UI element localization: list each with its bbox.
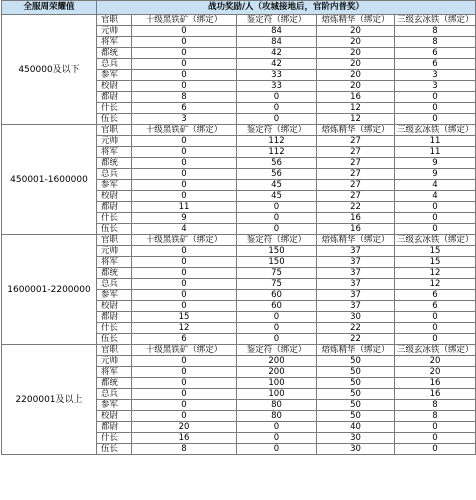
value-cell: 0 — [132, 147, 237, 158]
value-cell: 112 — [237, 147, 317, 158]
value-cell: 27 — [317, 191, 395, 202]
value-cell: 0 — [132, 37, 237, 48]
value-cell: 6 — [395, 301, 476, 312]
value-cell: 3 — [395, 81, 476, 92]
rank-cell: 校尉 — [97, 81, 132, 92]
group-label: 2200001及以上 — [2, 345, 97, 455]
value-cell: 27 — [317, 136, 395, 147]
value-cell: 0 — [132, 180, 237, 191]
value-cell: 0 — [132, 59, 237, 70]
value-cell: 0 — [132, 301, 237, 312]
value-cell: 3 — [132, 114, 237, 125]
value-cell: 0 — [237, 323, 317, 334]
value-cell: 0 — [132, 81, 237, 92]
value-cell: 11 — [395, 136, 476, 147]
value-cell: 50 — [317, 356, 395, 367]
value-cell: 11 — [132, 202, 237, 213]
rank-cell: 元帅 — [97, 136, 132, 147]
value-cell: 6 — [132, 103, 237, 114]
column-header: 十级黑铁矿（绑定） — [132, 345, 237, 356]
column-header: 熔炼精华（绑定） — [317, 125, 395, 136]
value-cell: 20 — [317, 48, 395, 59]
value-cell: 200 — [237, 356, 317, 367]
value-cell: 0 — [395, 114, 476, 125]
value-cell: 0 — [132, 356, 237, 367]
rank-cell: 参军 — [97, 70, 132, 81]
value-cell: 12 — [395, 279, 476, 290]
value-cell: 84 — [237, 26, 317, 37]
column-header: 十级黑铁矿（绑定） — [132, 235, 237, 246]
value-cell: 0 — [237, 114, 317, 125]
value-cell: 6 — [132, 334, 237, 345]
value-cell: 6 — [395, 290, 476, 301]
value-cell: 0 — [132, 279, 237, 290]
column-header: 鉴定符（绑定） — [237, 15, 317, 26]
value-cell: 112 — [237, 136, 317, 147]
value-cell: 0 — [132, 389, 237, 400]
value-cell: 42 — [237, 48, 317, 59]
value-cell: 60 — [237, 301, 317, 312]
value-cell: 100 — [237, 389, 317, 400]
value-cell: 37 — [317, 246, 395, 257]
value-cell: 6 — [395, 48, 476, 59]
value-cell: 50 — [317, 400, 395, 411]
rank-cell: 伍长 — [97, 334, 132, 345]
rank-cell: 参军 — [97, 400, 132, 411]
column-header-row — [2, 345, 476, 356]
value-cell: 56 — [237, 158, 317, 169]
rank-cell: 将军 — [97, 257, 132, 268]
value-cell: 8 — [395, 411, 476, 422]
rank-cell: 伍长 — [97, 444, 132, 455]
value-cell: 20 — [317, 81, 395, 92]
column-header: 鉴定符（绑定） — [237, 125, 317, 136]
value-cell: 20 — [395, 367, 476, 378]
rank-cell: 都统 — [97, 158, 132, 169]
value-cell: 45 — [237, 191, 317, 202]
value-cell: 12 — [132, 323, 237, 334]
value-cell: 30 — [317, 433, 395, 444]
column-header-rank: 官职 — [97, 235, 132, 246]
value-cell: 4 — [395, 191, 476, 202]
value-cell: 6 — [395, 59, 476, 70]
value-cell: 11 — [395, 147, 476, 158]
value-cell: 15 — [395, 246, 476, 257]
rank-cell: 什长 — [97, 323, 132, 334]
column-header: 十级黑铁矿（绑定） — [132, 125, 237, 136]
value-cell: 50 — [317, 367, 395, 378]
value-cell: 12 — [317, 103, 395, 114]
value-cell: 8 — [395, 400, 476, 411]
value-cell: 56 — [237, 169, 317, 180]
value-cell: 0 — [237, 312, 317, 323]
column-header: 三级玄冰铁（绑定） — [395, 125, 476, 136]
rank-cell: 伍长 — [97, 114, 132, 125]
rank-cell: 都尉 — [97, 92, 132, 103]
value-cell: 4 — [395, 180, 476, 191]
value-cell: 42 — [237, 59, 317, 70]
value-cell: 37 — [317, 279, 395, 290]
value-cell: 16 — [317, 224, 395, 235]
value-cell: 20 — [317, 37, 395, 48]
value-cell: 50 — [317, 378, 395, 389]
value-cell: 0 — [132, 48, 237, 59]
value-cell: 16 — [395, 389, 476, 400]
rank-cell: 将军 — [97, 367, 132, 378]
value-cell: 16 — [132, 433, 237, 444]
value-cell: 22 — [317, 323, 395, 334]
column-header: 熔炼精华（绑定） — [317, 15, 395, 26]
value-cell: 50 — [317, 411, 395, 422]
value-cell: 0 — [132, 246, 237, 257]
value-cell: 20 — [132, 422, 237, 433]
value-cell: 0 — [237, 422, 317, 433]
value-cell: 16 — [317, 213, 395, 224]
value-cell: 0 — [395, 213, 476, 224]
value-cell: 4 — [132, 224, 237, 235]
value-cell: 0 — [132, 158, 237, 169]
value-cell: 0 — [395, 312, 476, 323]
value-cell: 20 — [395, 356, 476, 367]
value-cell: 45 — [237, 180, 317, 191]
rank-cell: 元帅 — [97, 26, 132, 37]
column-header: 三级玄冰铁（绑定） — [395, 235, 476, 246]
rank-cell: 将军 — [97, 147, 132, 158]
value-cell: 200 — [237, 367, 317, 378]
value-cell: 0 — [132, 26, 237, 37]
rank-cell: 元帅 — [97, 246, 132, 257]
value-cell: 40 — [317, 422, 395, 433]
value-cell: 0 — [132, 70, 237, 81]
value-cell: 20 — [317, 70, 395, 81]
value-cell: 9 — [395, 158, 476, 169]
table-header-row — [2, 1, 476, 15]
value-cell: 0 — [237, 213, 317, 224]
value-cell: 0 — [132, 169, 237, 180]
column-header-row — [2, 15, 476, 26]
value-cell: 0 — [395, 103, 476, 114]
value-cell: 0 — [237, 224, 317, 235]
value-cell: 0 — [395, 224, 476, 235]
value-cell: 0 — [395, 92, 476, 103]
value-cell: 33 — [237, 81, 317, 92]
rank-cell: 都尉 — [97, 312, 132, 323]
rank-cell: 都尉 — [97, 202, 132, 213]
rank-cell: 总兵 — [97, 389, 132, 400]
rank-cell: 总兵 — [97, 169, 132, 180]
value-cell: 0 — [395, 444, 476, 455]
value-cell: 80 — [237, 400, 317, 411]
rank-cell: 都尉 — [97, 422, 132, 433]
value-cell: 9 — [132, 213, 237, 224]
value-cell: 0 — [132, 400, 237, 411]
value-cell: 27 — [317, 158, 395, 169]
value-cell: 0 — [237, 444, 317, 455]
value-cell: 3 — [395, 70, 476, 81]
value-cell: 0 — [132, 136, 237, 147]
rank-cell: 都统 — [97, 378, 132, 389]
column-header-rank: 官职 — [97, 15, 132, 26]
value-cell: 37 — [317, 257, 395, 268]
value-cell: 37 — [317, 290, 395, 301]
value-cell: 0 — [237, 433, 317, 444]
value-cell: 30 — [317, 312, 395, 323]
rank-cell: 伍长 — [97, 224, 132, 235]
rank-cell: 将军 — [97, 37, 132, 48]
rank-cell: 校尉 — [97, 191, 132, 202]
group-label: 450001-1600000 — [2, 125, 97, 235]
reward-table — [1, 0, 476, 455]
value-cell: 100 — [237, 378, 317, 389]
rank-cell: 总兵 — [97, 59, 132, 70]
value-cell: 8 — [132, 92, 237, 103]
value-cell: 37 — [317, 268, 395, 279]
column-header: 三级玄冰铁（绑定） — [395, 345, 476, 356]
group-label: 450000及以下 — [2, 15, 97, 125]
value-cell: 27 — [317, 180, 395, 191]
group-label: 1600001-2200000 — [2, 235, 97, 345]
value-cell: 12 — [317, 114, 395, 125]
value-cell: 33 — [237, 70, 317, 81]
column-header: 熔炼精华（绑定） — [317, 235, 395, 246]
value-cell: 0 — [395, 202, 476, 213]
value-cell: 80 — [237, 411, 317, 422]
rank-cell: 什长 — [97, 433, 132, 444]
rank-cell: 元帅 — [97, 356, 132, 367]
header-left: 全服周荣耀值 — [2, 1, 97, 15]
rank-cell: 校尉 — [97, 411, 132, 422]
value-cell: 50 — [317, 389, 395, 400]
value-cell: 0 — [237, 92, 317, 103]
value-cell: 0 — [237, 103, 317, 114]
value-cell: 0 — [395, 334, 476, 345]
column-header: 鉴定符（绑定） — [237, 235, 317, 246]
rank-cell: 总兵 — [97, 279, 132, 290]
value-cell: 60 — [237, 290, 317, 301]
value-cell: 0 — [132, 268, 237, 279]
value-cell: 8 — [395, 37, 476, 48]
rank-cell: 参军 — [97, 290, 132, 301]
value-cell: 30 — [317, 444, 395, 455]
column-header: 鉴定符（绑定） — [237, 345, 317, 356]
header-right: 战功奖励/人（攻城接地后，官阶内普奖） — [97, 1, 476, 15]
rank-cell: 都统 — [97, 48, 132, 59]
value-cell: 22 — [317, 202, 395, 213]
value-cell: 16 — [317, 92, 395, 103]
value-cell: 0 — [132, 411, 237, 422]
reward-table-body — [2, 1, 476, 455]
value-cell: 0 — [132, 257, 237, 268]
value-cell: 12 — [395, 268, 476, 279]
rank-cell: 都统 — [97, 268, 132, 279]
value-cell: 27 — [317, 169, 395, 180]
value-cell: 9 — [395, 169, 476, 180]
value-cell: 0 — [395, 422, 476, 433]
column-header-rank: 官职 — [97, 345, 132, 356]
rank-cell: 参军 — [97, 180, 132, 191]
rank-cell: 什长 — [97, 103, 132, 114]
column-header: 三级玄冰铁（绑定） — [395, 15, 476, 26]
value-cell: 0 — [395, 433, 476, 444]
rank-cell: 校尉 — [97, 301, 132, 312]
value-cell: 84 — [237, 37, 317, 48]
value-cell: 15 — [132, 312, 237, 323]
column-header: 熔炼精华（绑定） — [317, 345, 395, 356]
value-cell: 8 — [395, 26, 476, 37]
value-cell: 0 — [132, 191, 237, 202]
rank-cell: 什长 — [97, 213, 132, 224]
column-header-rank: 官职 — [97, 125, 132, 136]
value-cell: 8 — [132, 444, 237, 455]
value-cell: 16 — [395, 378, 476, 389]
value-cell: 0 — [237, 334, 317, 345]
value-cell: 75 — [237, 268, 317, 279]
value-cell: 150 — [237, 246, 317, 257]
value-cell: 0 — [237, 202, 317, 213]
value-cell: 20 — [317, 26, 395, 37]
value-cell: 75 — [237, 279, 317, 290]
column-header-row — [2, 125, 476, 136]
value-cell: 20 — [317, 59, 395, 70]
value-cell: 0 — [132, 378, 237, 389]
column-header: 十级黑铁矿（绑定） — [132, 15, 237, 26]
value-cell: 150 — [237, 257, 317, 268]
value-cell: 15 — [395, 257, 476, 268]
value-cell: 37 — [317, 301, 395, 312]
value-cell: 0 — [395, 323, 476, 334]
value-cell: 0 — [132, 290, 237, 301]
value-cell: 22 — [317, 334, 395, 345]
value-cell: 0 — [132, 367, 237, 378]
value-cell: 27 — [317, 147, 395, 158]
column-header-row — [2, 235, 476, 246]
